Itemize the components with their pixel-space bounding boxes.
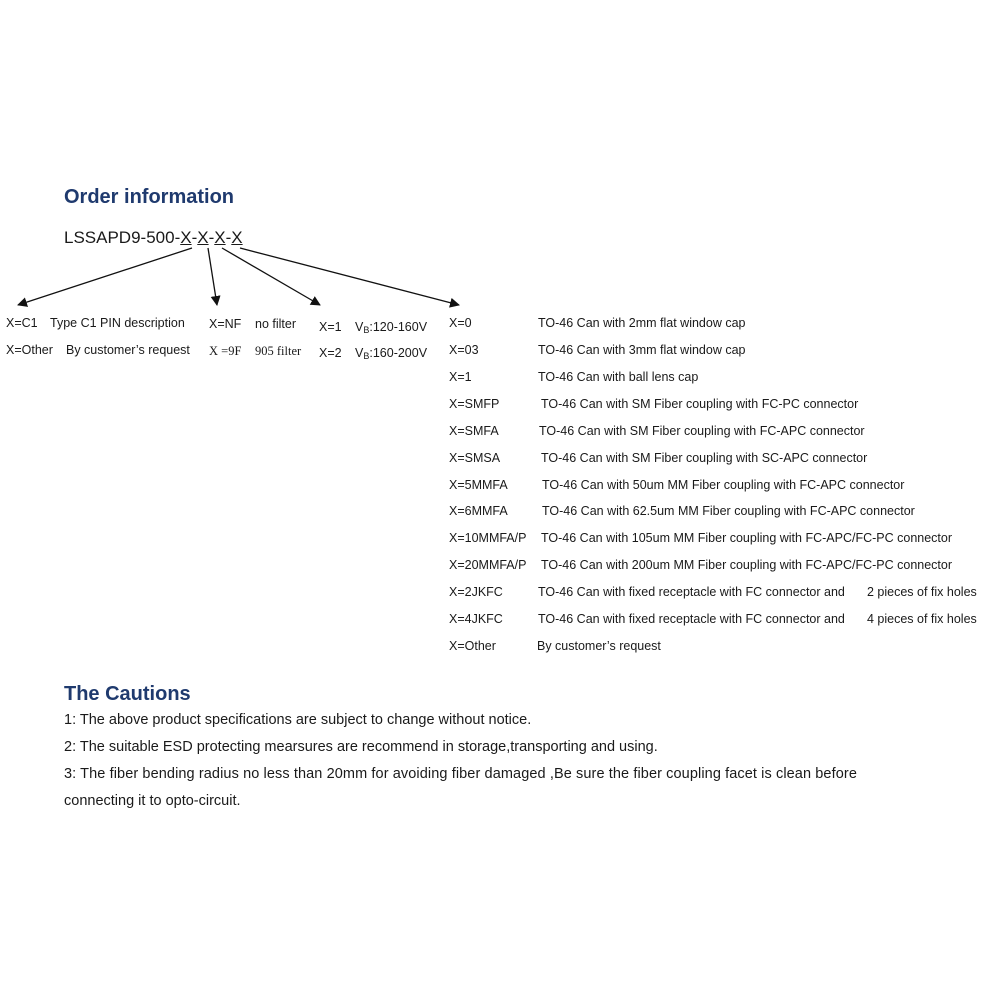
col1-code-0: X=C1 (6, 316, 38, 330)
col4-code-1: X=03 (449, 343, 479, 357)
col3-code-0: X=1 (319, 320, 342, 334)
arrow-4 (240, 248, 459, 305)
caution-item-3: 3: The fiber bending radius no less than 20mm for avoiding fiber damaged ,Be sure the fiber coupling facet is clean before (64, 766, 857, 782)
col4-desc-10: TO-46 Can with fixed receptacle with FC connector and (538, 585, 845, 599)
col2-code-1: X =9F (209, 344, 242, 358)
col4-desc-3: TO-46 Can with SM Fiber coupling with FC-PC connector (541, 397, 859, 411)
col3-range-0: $V_B:120-160V$ (355, 320, 428, 335)
col2-desc-0: no filter (255, 317, 296, 331)
order-heading: Order information (64, 186, 235, 208)
col4-desc-11: TO-46 Can with fixed receptacle with FC connector and (538, 612, 845, 626)
col1-desc-1: By customer’s request (66, 343, 190, 357)
col4-code-3: X=SMFP (449, 397, 500, 411)
col3-range-1: $V_B:160-200V$ (355, 346, 428, 361)
col4-code-12: X=Other (449, 639, 496, 653)
col1-code-1: X=Other (6, 343, 53, 357)
col4-code-6: X=5MMFA (449, 478, 508, 492)
arrow-1 (18, 248, 192, 305)
cautions-heading: The Cautions (64, 683, 191, 705)
model-code-4: X (231, 228, 243, 247)
col4-code-7: X=6MMFA (449, 504, 508, 518)
col4-code-11: X=4JKFC (449, 612, 503, 626)
col4-code-10: X=2JKFC (449, 585, 503, 599)
col4-desc-8: TO-46 Can with 105um MM Fiber coupling with FC-APC/FC-PC connector (541, 531, 953, 545)
caution-item-1: 1: The above product specifications are subject to change without notice. (64, 712, 532, 728)
col4-desc-5: TO-46 Can with SM Fiber coupling with SC-APC connector (541, 451, 868, 465)
model-code-1: X (180, 228, 192, 247)
col4-code-2: X=1 (449, 370, 472, 384)
caution-item-2: 2: The suitable ESD protecting mearsures are recommend in storage,transporting and using. (64, 739, 658, 755)
arrow-2 (208, 248, 217, 305)
col4-code-4: X=SMFA (449, 424, 499, 438)
col4-desc-4: TO-46 Can with SM Fiber coupling with FC-APC connector (539, 424, 865, 438)
col4-desc-6: TO-46 Can with 50um MM Fiber coupling with FC-APC connector (542, 478, 905, 492)
col2-desc-1: 905 filter (255, 344, 302, 358)
col1-desc-0: Type C1 PIN description (50, 316, 185, 330)
col4-code-8: X=10MMFA/P (449, 531, 527, 545)
col4-code-5: X=SMSA (449, 451, 501, 465)
col4-code-0: X=0 (449, 316, 472, 330)
col4-extra-11: 4 pieces of fix holes (867, 612, 977, 626)
col4-desc-0: TO-46 Can with 2mm flat window cap (538, 316, 746, 330)
model-code-2: X (197, 228, 209, 247)
col3-code-1: X=2 (319, 346, 342, 360)
caution-item-3-cont: connecting it to opto-circuit. (64, 793, 241, 809)
col4-desc-9: TO-46 Can with 200um MM Fiber coupling with FC-APC/FC-PC connector (541, 558, 953, 572)
model-prefix: LSSAPD9-500- (64, 228, 181, 247)
col4-desc-7: TO-46 Can with 62.5um MM Fiber coupling with FC-APC connector (542, 504, 915, 518)
model-code-3: X (214, 228, 226, 247)
col4-desc-1: TO-46 Can with 3mm flat window cap (538, 343, 746, 357)
col2-code-0: X=NF (209, 317, 242, 331)
col4-desc-12: By customer’s request (537, 639, 661, 653)
col4-extra-10: 2 pieces of fix holes (867, 585, 977, 599)
model-number: LSSAPD9-500-X-X-X-X (64, 228, 243, 247)
col4-desc-2: TO-46 Can with ball lens cap (538, 370, 699, 384)
col4-code-9: X=20MMFA/P (449, 558, 527, 572)
